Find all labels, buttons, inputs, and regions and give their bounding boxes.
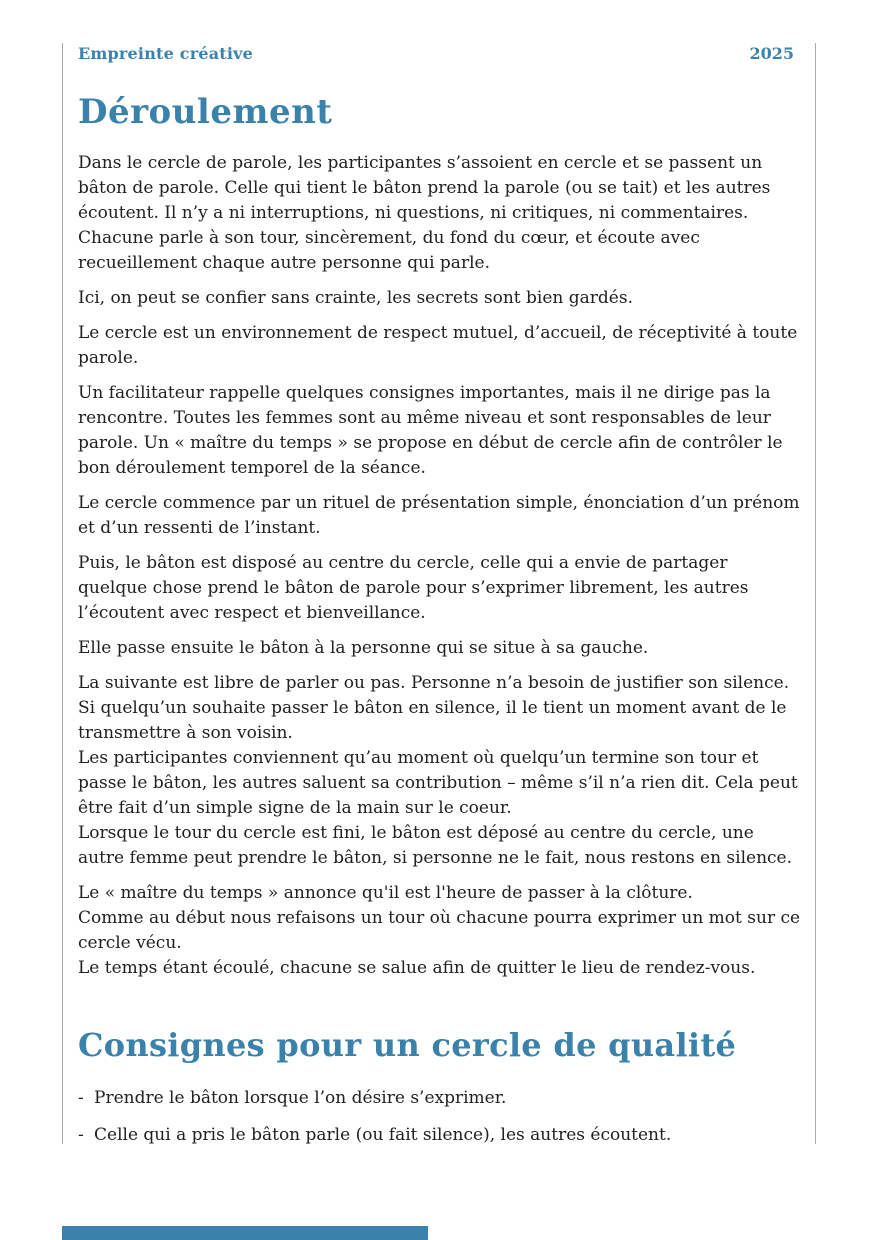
paragraph: [78, 151, 801, 276]
paragraph: [78, 551, 801, 626]
paragraph-line: Dans le cercle de parole, les participantes s’assoient en cercle et se passent un bâton de parole. Celle qui tient le bâton prend la parole (ou se tait) et les autres écoutent. Il n’y a ni interruptions, ni questions, ni critiques, ni commentaires. Chacune parle à son tour, sincèrement, du fond du cœur, et écoute avec recueillement chaque autre personne qui parle.: [78, 153, 771, 274]
bullet-marker: -: [78, 1087, 84, 1108]
paragraph: [78, 381, 801, 481]
paragraph-line: Le « maître du temps » annonce qu'il est l'heure de passer à la clôture.: [78, 883, 693, 904]
paragraph-line: Un facilitateur rappelle quelques consignes importantes, mais il ne dirige pas la rencontre. Toutes les femmes sont au même niveau et sont responsables de leur parole. Un « maître du temps » se propose en début de cercle afin de contrôler le bon déroulement temporel de la séance.: [78, 383, 783, 479]
bottom-accent-bar: [62, 1226, 428, 1240]
paragraph: [78, 881, 801, 981]
bullet-item: [78, 1123, 801, 1148]
bullet-item: [78, 1086, 801, 1111]
paragraph-line: Le cercle commence par un rituel de présentation simple, énonciation d’un prénom et d’un ressenti de l’instant.: [78, 493, 800, 539]
section2-bullets: [78, 1086, 801, 1148]
paragraph-line: Puis, le bâton est disposé au centre du cercle, celle qui a envie de partager quelque chose prend le bâton de parole pour s’exprimer librement, les autres l’écoutent avec respect et bienveillance.: [78, 553, 749, 624]
paragraph: [78, 286, 801, 311]
bullet-text: Prendre le bâton lorsque l’on désire s’exprimer.: [94, 1087, 507, 1108]
header-year: 2025: [749, 44, 794, 63]
paragraph-line: Les participantes conviennent qu’au moment où quelqu’un termine son tour et passe le bâton, les autres saluent sa contribution – même s’il n’a rien dit. Cela peut être fait d’un simple signe de la main sur le coeur.: [78, 748, 798, 819]
paragraph-line: Elle passe ensuite le bâton à la personne qui se situe à sa gauche.: [78, 638, 649, 659]
paragraph: [78, 491, 801, 541]
bullet-marker: -: [78, 1124, 84, 1145]
paragraph: [78, 321, 801, 371]
paragraph: [78, 671, 801, 871]
paragraph-line: Le cercle est un environnement de respect mutuel, d’accueil, de réceptivité à toute parole.: [78, 323, 798, 369]
paragraph: [78, 636, 801, 661]
paragraph-line: Le temps étant écoulé, chacune se salue afin de quitter le lieu de rendez-vous.: [78, 958, 756, 979]
bullet-text: Celle qui a pris le bâton parle (ou fait silence), les autres écoutent.: [94, 1124, 672, 1145]
brand-name: Empreinte créative: [78, 44, 254, 63]
section2-title: Consignes pour un cercle de qualité: [78, 1026, 737, 1065]
page-header: [78, 44, 801, 63]
page-content: [78, 0, 801, 1160]
section1-paragraphs: [78, 151, 801, 981]
section1-title: Déroulement: [78, 92, 333, 132]
paragraph-line: Comme au début nous refaisons un tour où chacune pourra exprimer un mot sur ce cercle vécu.: [78, 908, 801, 954]
page-frame-line-right: [815, 43, 816, 1144]
paragraph-line: Lorsque le tour du cercle est fini, le bâton est déposé au centre du cercle, une autre femme peut prendre le bâton, si personne ne le fait, nous restons en silence.: [78, 823, 793, 869]
paragraph-line: Ici, on peut se confier sans crainte, les secrets sont bien gardés.: [78, 288, 633, 309]
paragraph-line: La suivante est libre de parler ou pas. Personne n’a besoin de justifier son silence. Si quelqu’un souhaite passer le bâton en silence, il le tient un moment avant de le transmettre à son voisin.: [78, 673, 790, 744]
page-frame-line-left: [62, 43, 63, 1144]
